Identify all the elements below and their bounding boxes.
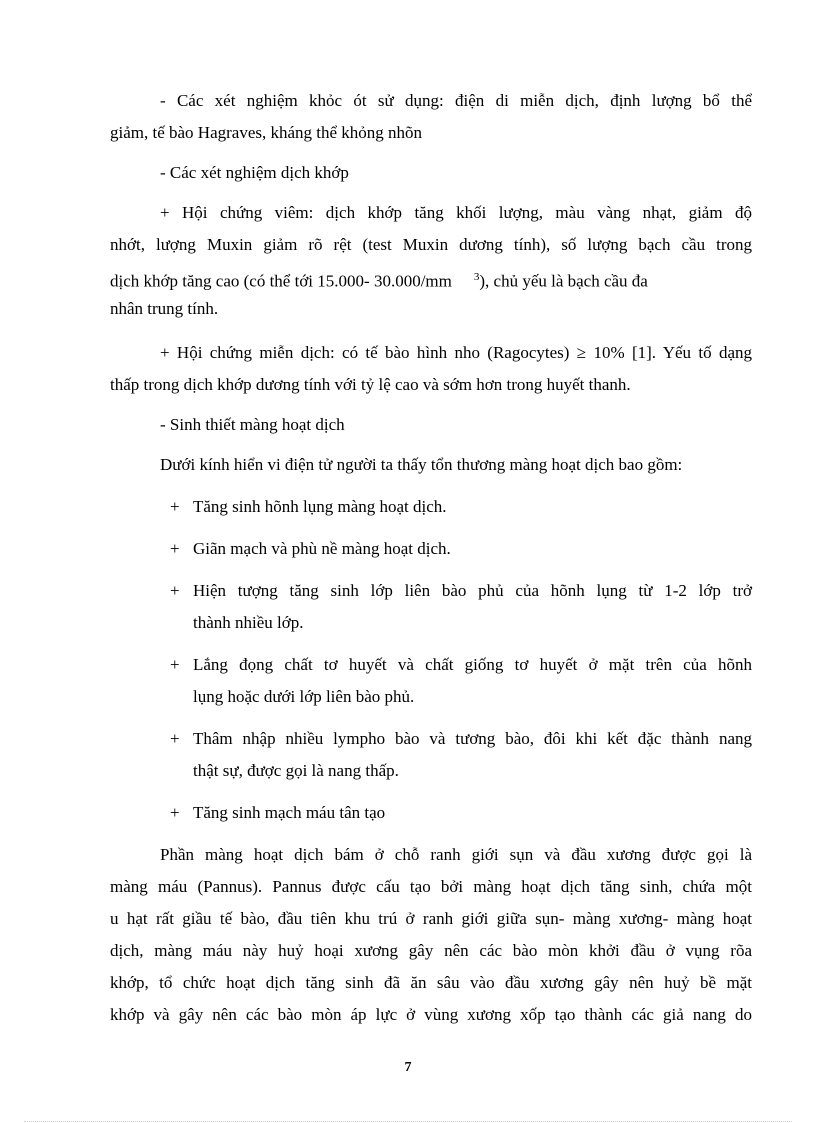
text-line: giảm, tế bào Hagraves, kháng thể khỏng nhõn	[110, 123, 423, 142]
bullet-marker: +	[170, 655, 180, 674]
text-segment: dịch khớp tăng cao (có thể tới 15.000- 30.000/mm	[110, 271, 452, 291]
list-item: Giãn mạch và phù nề màng hoạt dịch.	[193, 539, 451, 558]
list-item-continuation: lụng hoặc dưới lớp liên bào phủ.	[193, 687, 415, 706]
text-line: + Hội chứng viêm: dịch khớp tăng khối lượng, màu vàng nhạt, giảm độ	[160, 203, 752, 222]
bullet-marker: +	[170, 497, 180, 516]
page-number: 7	[404, 1060, 412, 1075]
list-item: Hiện tượng tăng sinh lớp liên bào phủ của hõnh lụng từ 1-2 lớp trở	[193, 581, 752, 600]
text-line: khớp và gây nên các bào mòn áp lực ở vùng xương xốp tạo thành các giả nang do	[110, 1005, 752, 1024]
footer-divider	[24, 1121, 792, 1122]
text-line: - Sinh thiết màng hoạt dịch	[160, 415, 345, 434]
text-line: Phần màng hoạt dịch bám ở chỗ ranh giới sụn và đầu xương được gọi là	[160, 845, 752, 864]
list-item: Tăng sinh mạch máu tân tạo	[193, 803, 386, 822]
bullet-marker: +	[170, 539, 180, 558]
text-line: dịch, màng máu này huỷ hoại xương gây nên các bào mòn khởi đầu ở vụng rõa	[110, 941, 752, 960]
list-item-continuation: thành nhiều lớp.	[193, 613, 304, 632]
text-segment: ), chủ yếu là bạch cầu đa	[479, 271, 648, 291]
text-line: - Các xét nghiệm khỏc ót sử dụng: điện di miễn dịch, định lượng bổ thể	[160, 91, 752, 110]
list-item: Thâm nhập nhiều lympho bào và tương bào, đôi khi kết đặc thành nang	[193, 729, 752, 748]
list-item: Tăng sinh hõnh lụng màng hoạt dịch.	[193, 497, 447, 516]
bullet-marker: +	[170, 803, 180, 822]
list-item: Lắng đọng chất tơ huyết và chất giống tơ huyết ở mặt trên của hõnh	[193, 655, 752, 674]
text-line: thấp trong dịch khớp dương tính với tỷ lệ cao và sớm hơn trong huyết thanh.	[110, 375, 631, 394]
text-line: nhớt, lượng Muxin giảm rõ rệt (test Muxin dương tính), số lượng bạch cầu trong	[110, 235, 752, 254]
text-line	[110, 266, 648, 293]
text-line: khớp, tổ chức hoạt dịch tăng sinh đã ăn sâu vào đầu xương gây nên huỷ bề mặt	[110, 973, 752, 992]
superscript: 3	[473, 271, 480, 283]
text-line: + Hội chứng miễn dịch: có tế bào hình nho (Ragocytes) ≥ 10% [1]. Yếu tố dạng	[160, 343, 752, 362]
list-item-continuation: thật sự, được gọi là nang thấp.	[193, 761, 399, 780]
text-line: màng máu (Pannus). Pannus được cấu tạo bởi màng hoạt dịch tăng sinh, chứa một	[110, 877, 752, 896]
text-line: u hạt rất giầu tế bào, đầu tiên khu trú ở ranh giới giữa sụn- màng xương- màng hoạt	[110, 909, 752, 928]
bullet-marker: +	[170, 581, 180, 600]
text-line: Dưới kính hiển vi điện tử người ta thấy tổn thương màng hoạt dịch bao gồm:	[160, 455, 683, 474]
text-line: - Các xét nghiệm dịch khớp	[160, 163, 349, 182]
bullet-marker: +	[170, 729, 180, 748]
text-line: nhân trung tính.	[110, 299, 219, 318]
